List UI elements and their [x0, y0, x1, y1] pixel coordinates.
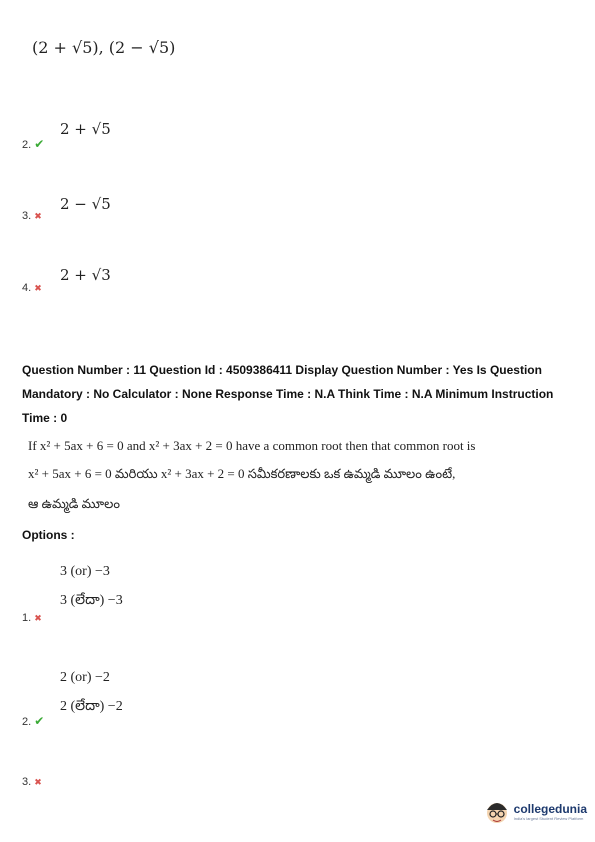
wrong-cross-icon: ✖	[34, 283, 42, 293]
prev-option-3-text: 2 − √5	[60, 195, 111, 213]
option-2-text-telugu: 2 (లేదా) −2	[60, 699, 123, 714]
option-1-text-english: 3 (or) −3	[60, 564, 110, 579]
option-1-number: 1. ✖	[22, 612, 42, 624]
option-2-text-english: 2 (or) −2	[60, 670, 110, 685]
collegedunia-logo	[484, 796, 587, 826]
question-metadata: Question Number : 11 Question Id : 4509386411 Display Question Number : Yes Is Question Mandatory : No Calculator : None Response Time : N.A Think Time : N.A Minimum Instruction Time : 0	[22, 363, 554, 425]
prev-option-1-text: (2 + √5), (2 − √5)	[32, 38, 176, 57]
logo-name: collegedunia	[513, 801, 587, 816]
prev-option-4-number: 4. ✖	[22, 282, 42, 294]
mascot-icon	[484, 796, 510, 826]
prev-option-2-text: 2 + √5	[60, 120, 111, 138]
options-label: Options :	[22, 528, 75, 542]
prev-option-2-number: 2. ✔	[22, 137, 45, 151]
correct-check-icon: ✔	[34, 137, 45, 151]
correct-check-icon: ✔	[34, 714, 45, 728]
wrong-cross-icon: ✖	[34, 211, 42, 221]
option-2-number: 2. ✔	[22, 714, 45, 728]
prev-option-4-text: 2 + √3	[60, 266, 111, 284]
logo-tagline: India's largest Student Review Platform	[513, 815, 584, 821]
wrong-cross-icon: ✖	[34, 777, 42, 787]
question-stem-telugu-line2: ఆ ఉమ్మడి మూలం	[28, 496, 120, 511]
question-stem-telugu-line1: x² + 5ax + 6 = 0 మరియు x² + 3ax + 2 = 0 సమీకరణాలకు ఒక ఉమ్మడి మూలం ఉంటే,	[28, 466, 456, 481]
option-3-number: 3. ✖	[22, 776, 42, 788]
prev-option-3-number: 3. ✖	[22, 210, 42, 222]
question-stem-english: If x² + 5ax + 6 = 0 and x² + 3ax + 2 = 0 have a common root then that common root is	[28, 438, 476, 453]
option-1-text-telugu: 3 (లేదా) −3	[60, 593, 123, 608]
wrong-cross-icon: ✖	[34, 613, 42, 623]
